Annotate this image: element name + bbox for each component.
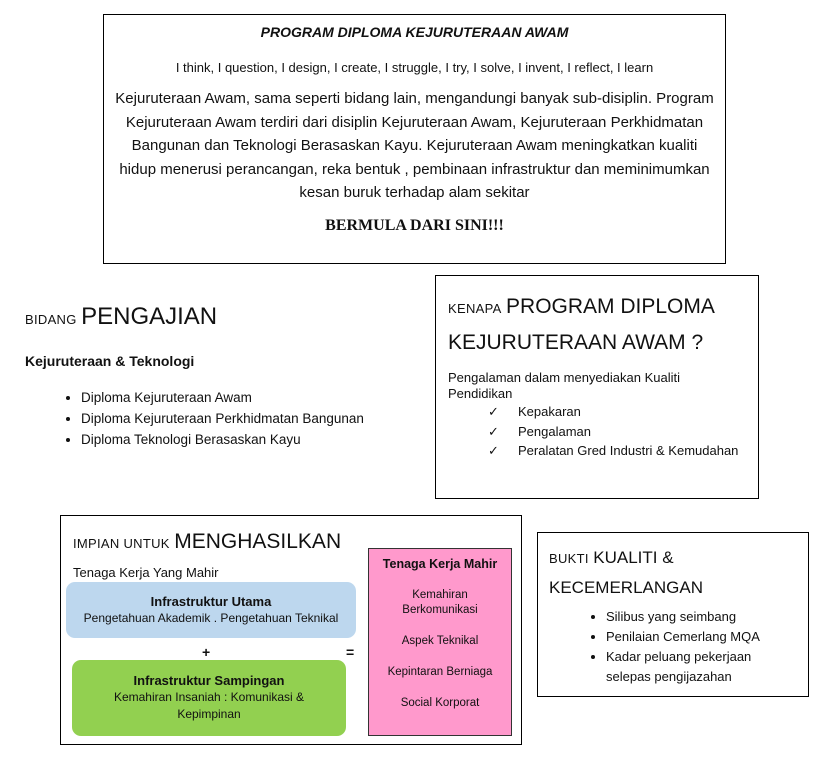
list-item: ✓ Kepakaran [488,402,746,422]
bidang-subtitle: Kejuruteraan & Teknologi [25,353,195,369]
program-motto: I think, I question, I design, I create, I struggle, I try, I solve, I invent, I reflect, I learn [175,60,654,75]
check-icon: ✓ [488,423,499,439]
infrastruktur-sampingan-desc: Kemahiran Insaniah : Komunikasi & Kepimpinan [113,690,305,721]
impian-heading [73,530,341,554]
impian-heading-small: IMPIAN UNTUK [73,536,170,551]
kenapa-heading-small: KENAPA [448,301,502,316]
bukti-list [549,607,797,687]
plus-sign: + [202,644,211,660]
kenapa-heading-big-1: PROGRAM DIPLOMA [506,295,715,318]
bukti-heading-big-2: KECEMERLANGAN [549,578,703,597]
list-item: • Diploma Teknologi Berasaskan Kayu [81,429,364,450]
kenapa-box [435,275,759,499]
bukti-heading-big-1: KUALITI & [593,548,674,567]
list-item: • Diploma Kejuruteraan Awam [81,387,364,408]
bidang-heading-big: PENGAJIAN [81,303,218,330]
call-to-action: BERMULA DARI SINI!!! [325,216,504,234]
program-title: PROGRAM DIPLOMA KEJURUTERAAN AWAM [260,24,569,40]
bidang-section [25,303,364,450]
bidang-list [25,387,364,450]
bukti-heading [549,543,797,603]
impian-box [60,515,522,745]
list-item: ✓ Peralatan Gred Industri & Kemudahan [488,441,746,461]
tenaga-item: Kepintaran Berniaga [387,666,493,678]
tenaga-item: Aspek Teknikal [401,635,479,647]
kenapa-intro: Pengalaman dalam menyediakan Kualiti Pendidikan [448,370,680,401]
bidang-heading-small: BIDANG [25,312,77,327]
infrastruktur-sampingan [72,660,346,736]
intro-box [103,14,726,264]
bidang-heading [25,303,364,331]
tenaga-kerja-box [368,548,512,736]
equals-sign: = [346,644,355,660]
impian-subtitle: Tenaga Kerja Yang Mahir [73,565,219,580]
list-item: • Kadar peluang pekerjaan selepas pengijazahan [606,647,797,687]
list-item: • Penilaian Cemerlang MQA [606,627,797,647]
infrastruktur-utama-desc: Pengetahuan Akademik . Pengetahuan Teknikal [83,611,339,625]
infrastruktur-utama [66,582,356,638]
program-description: Kejuruteraan Awam, sama seperti bidang lain, mengandungi banyak sub-disiplin. Program Kejuruteraan Awam terdiri dari disiplin Kejuruteraan Awam, Kejuruteraan Perkhidmatan Bangunan dan Teknologi Berasaskan Kayu. Kejuruteraan Awam meningkatkan kualiti hidup menerusi perancangan, reka bentuk , pembinaan infrastruktur dan meminimumkan kesan buruk terhadap alam sekitar [115,90,714,201]
list-item: • Silibus yang seimbang [606,607,797,627]
list-item: • Diploma Kejuruteraan Perkhidmatan Bangunan [81,408,364,429]
bukti-box [537,532,809,697]
tenaga-item: Kemahiran Berkomunikasi [402,589,478,616]
list-item: ✓ Pengalaman [488,422,746,442]
kenapa-heading [448,290,746,362]
bukti-heading-small: BUKTI [549,551,589,566]
impian-heading-big: MENGHASILKAN [174,530,342,553]
check-icon: ✓ [488,404,499,419]
kenapa-heading-big-2: KEJURUTERAAN AWAM ? [448,331,704,354]
kenapa-list [448,402,746,461]
check-icon: ✓ [488,443,499,458]
tenaga-item: Social Korporat [400,697,480,709]
tenaga-kerja-title: Tenaga Kerja Mahir [382,557,498,571]
infrastruktur-sampingan-title: Infrastruktur Sampingan [133,673,285,688]
infrastruktur-utama-title: Infrastruktur Utama [150,594,272,609]
